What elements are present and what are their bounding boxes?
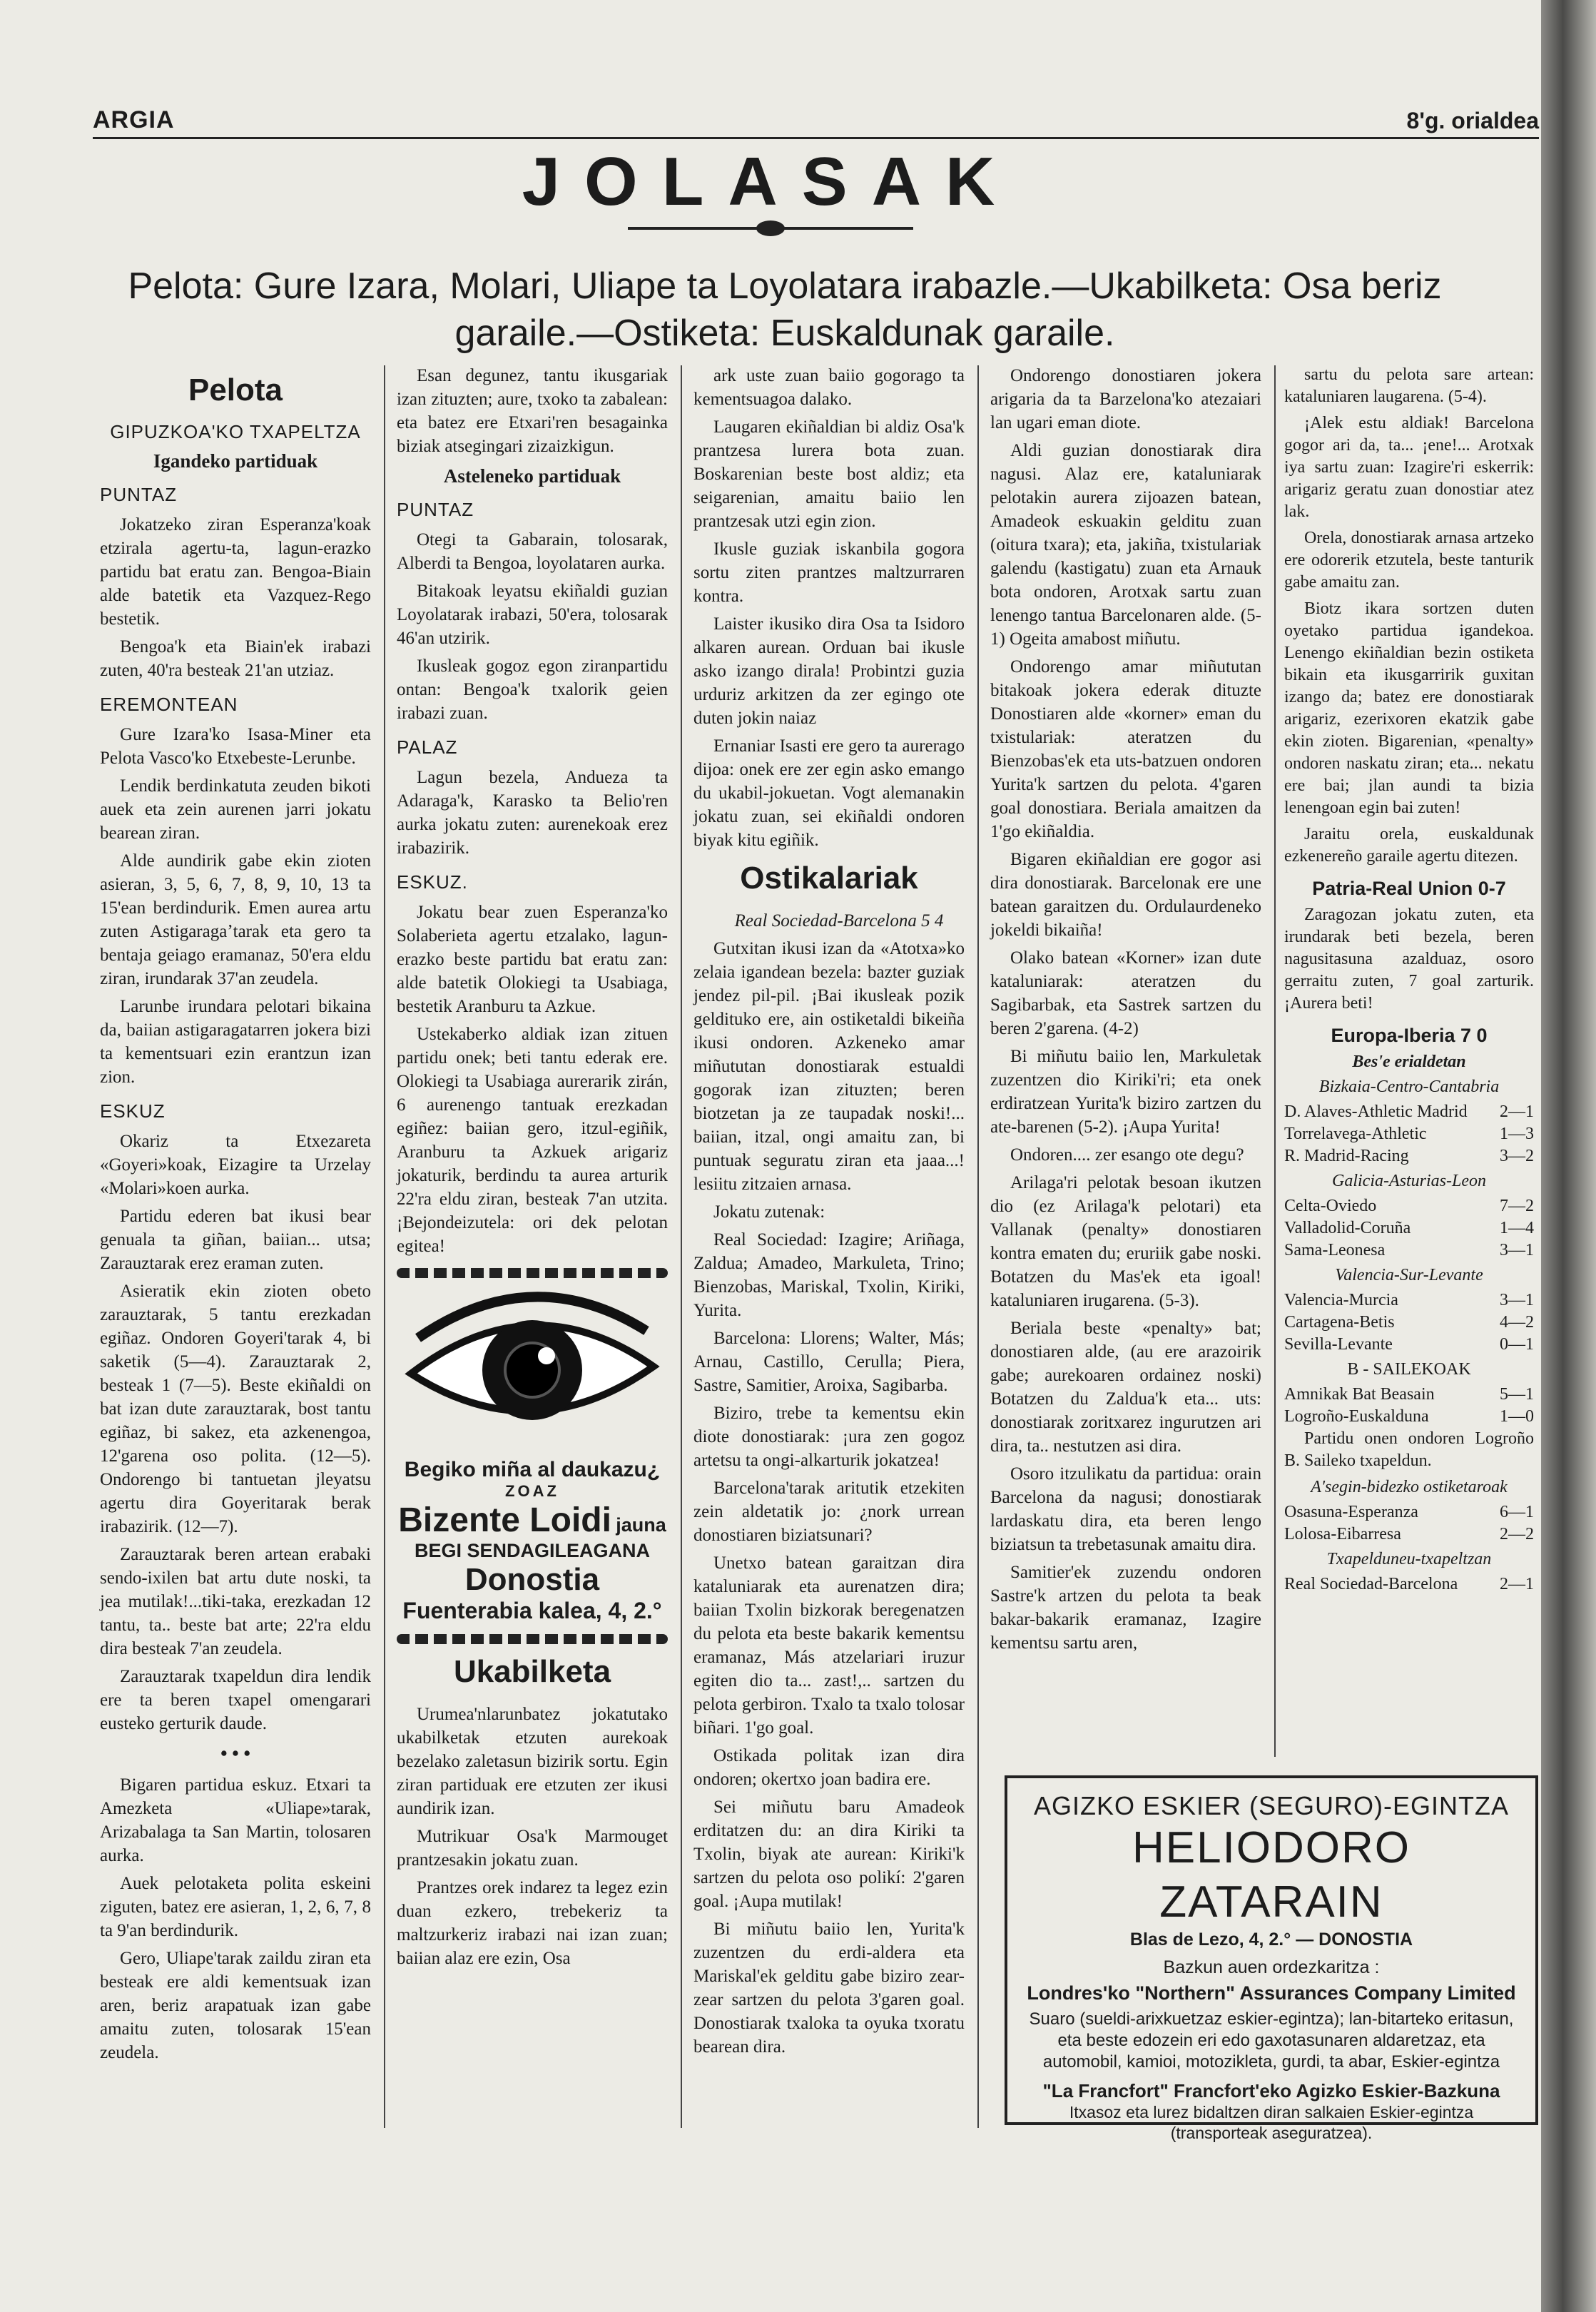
paragraph: Okariz ta Etxezareta «Goyeri»koak, Eizagire ta Urzelay «Molari»koen aurka. bbox=[100, 1132, 371, 1198]
paragraph: Bi miñutu baiio len, Markuletak zuzentzen dio Kiriki'ri; eta onek erdiratzean Yurita'k biziro zartzen du ate-barenen (5-2). ¡Aupa Yurita! bbox=[990, 1047, 1261, 1137]
ukabilketa-heading: Ukabilketa bbox=[453, 1654, 611, 1689]
paragraph: Zarauztarak txapeldun dira lendik ere ta beren txapel omengarari eusteko gerturik daude. bbox=[100, 1667, 371, 1733]
paragraph: Gure Izara'ko Isasa-Miner eta Pelota Vasco'ko Etxebeste-Lerunbe. bbox=[100, 725, 371, 768]
result-row: Osasuna-Esperanza 6—1 bbox=[1284, 1503, 1534, 1521]
paragraph: Ustekaberko aldiak izan zituen partidu onek; beti tantu ederak ere. Olokiegi ta Usabiaga aurerarik zirán, 6 aurenengo tantuak erezkadan egiñez: baiian gero, itzul-egiñik, Aranburu ta Azkuek arigariz jokaturik, berdindu ta aurea arturik 22'ra eldu ziran, besteak 7'an utzita. ¡Bejondeizutela: ori dek pelotan egitea! bbox=[397, 1025, 668, 1256]
paragraph: Lendik berdinkatuta zeuden bikoti auek eta zein aurenen jarri jokatu bearean ziran. bbox=[100, 776, 371, 843]
paragraph: Olako batean «Korner» izan dute kataluniarak: ateratzen du Sagibarbak, eta Sastrek sartzen du beren 2'garena. (4-2) bbox=[990, 948, 1261, 1038]
paragraph: Beriala beste «penalty» bat; donostiaren alde, (au ere arazoirik gabe; aurekoaren ordainez noski) Botatzen du Zaldua'k eta... uts: donostiarak zoritxarez ingurutzen ari dira, ta.. nestutzen asi dira. bbox=[990, 1319, 1261, 1456]
paragraph: Zaragozan jokatu zuten, eta irundarak beti bezela, beren nagusitasuna azalduaz, osoro gerraitu zuten, 7 goal zarturik. ¡Aurera beti! bbox=[1284, 906, 1534, 1013]
paragraph: Otegi ta Gabarain, tolosarak, Alberdi ta Bengoa, loyolataren aurka. bbox=[397, 530, 668, 573]
section-title: JOLASAK bbox=[522, 143, 1020, 220]
paragraph: Barcelona'tarak aritutik etzekiten zein aldetatik jo: ¿nork urrean donostiaren biziatsunari? bbox=[693, 1479, 965, 1545]
paragraph: Aldi guzian donostiarak dira nagusi. Alaz ere, kataluniarak pelotakin aurera zijoazen batean, Amadeok eskuakin gelditu zuan (oitura txara); eta, jakiña, txistulariak galendu (kastigatu) zuan eta Arnauk bota ondoren, Arotxak sartu zuan lenengo tantua Barcelonaren alde. (5-1) Ogeita amabost miñutu. bbox=[990, 441, 1261, 649]
page-headline: Pelota: Gure Izara, Molari, Uliape ta Loyolatara irabazle.—Ukabilketa: Osa beriz garaile.—Ostiketa: Euskaldunak garaile. bbox=[128, 265, 1442, 354]
paragraph: Esan degunez, tantu ikusgariak izan zituzten; aure, txoko ta zabalean: eta batez ere Etxari'ren besagainka biziak atsegingari zizaizkigun. bbox=[397, 366, 668, 456]
column-rule bbox=[384, 365, 385, 2128]
ad-doctor-name: Bizente Loidi bbox=[398, 1501, 611, 1539]
result-row: Celta-Oviedo 7—2 bbox=[1284, 1197, 1534, 1215]
monday-matches-heading: Asteleneko partiduak bbox=[443, 465, 621, 487]
ornamental-rule bbox=[397, 1634, 668, 1644]
paragraph: Gutxitan ikusi izan da «Atotxa»ko zelaia igandean bezela: bazter guziak jendez pil-pil. ¡Bai ikusleak pozik geldituko ere, ain ostiketaldi bikeiña ikusi ondoren. Azkeneko amar miñututan donostiarak estualdi gogorak izan zituzten; beren biotzetan ja ze taupadak noski!... baiian, itzal, ongi amaitu zan, bi puntuak seguratu ziran eta jaaa...! lesiitu zitzaien arnasa. bbox=[693, 939, 965, 1194]
result-row: Torrelavega-Athletic 1—3 bbox=[1284, 1125, 1534, 1143]
paragraph: Laugaren ekiñaldian bi aldiz Osa'k prantzesa lurera bota zuan. Boskarenian beste bost aldiz; eta seigarenian, amaitu baiio len prantzesak utzi egin zion. bbox=[693, 417, 965, 531]
group-heading: A'segin-bidezko ostiketaroak bbox=[1311, 1478, 1508, 1496]
running-header bbox=[93, 101, 1539, 139]
paragraph: Jokatu zutenak: bbox=[713, 1202, 825, 1222]
result-row: Logroño-Euskalduna 1—0 bbox=[1284, 1407, 1534, 1426]
paragraph: Laister ikusiko dira Osa ta Isidoro alkaren aurean. Orduan bai ikusle asko izango dirala! Probintzi guzia urduriz arkitzen da zer egingo ote duten jokin naiaz bbox=[693, 614, 965, 728]
paragraph: Urumea'nlarunbatez jokatutako ukabilketak etzuten aurekoak bezelako zaletasun bizirik sortu. Egin ziran partiduak ere etzuten zer ikusi aundirik izan. bbox=[397, 1705, 668, 1818]
ad2-line: Londres'ko "Northern" Assurances Company Limited bbox=[1027, 1982, 1516, 2004]
paragraph: Asieratik ekin zioten obeto zarauztarak, 5 tantu erezkadan egiñaz. Ondoren Goyeri'tarak 4, bi saketik (5—4). Zarauztarak 2, besteak 1 (7—5). Beste ekiñaldi on bat izan dute zarauztarak, bost tantu egiñaz, bi sakez, eta azkenengoa, 12'garena oso polita. (12—5). Ondorengo bi tantuetan jleyatsu agertu dira Goyeritarak berak irabazirik. (12—7). bbox=[100, 1282, 371, 1536]
paragraph: Ikusleak gogoz egon ziranpartidu ontan: Bengoa'k txalorik geien irabazi zuan. bbox=[397, 656, 668, 723]
group-heading: Bizkaia-Centro-Cantabria bbox=[1318, 1078, 1500, 1096]
group-heading: Valencia-Sur-Levante bbox=[1335, 1266, 1483, 1284]
paragraph: Orela, donostiarak arnasa artzeko ere odorerik etzutela, beste tanturik gabe amaitu zan. bbox=[1284, 529, 1534, 592]
match-heading: Europa-Iberia 7 0 bbox=[1331, 1025, 1488, 1046]
paragraph: Ondorengo amar miñututan bitakoak jokera ederak dituzte Donostiaren alde «korner» eman du txistulariak: ateratzen du Bienzobas'ek eta uts-batzuen ondoren Yurita'k sartzen du pelota. 4'garen goal donostiara. Beriala amaitzen da 1'go ekiñaldia. bbox=[990, 657, 1261, 841]
result-row: R. Madrid-Racing 3—2 bbox=[1284, 1147, 1534, 1165]
paragraph: Ikusle guziak iskanbila gogora sortu ziten prantzes maltzurraren kontra. bbox=[693, 539, 965, 606]
palaz-heading: PALAZ bbox=[397, 736, 458, 758]
paragraph: Auek pelotaketa polita eskeini ziguten, batez ere asieran, 1, 2, 6, 7, 8 ta 9'an berdindurik. bbox=[100, 1874, 371, 1940]
ostikalariak-heading: Ostikalariak bbox=[740, 861, 918, 896]
puntaz-heading: PUNTAZ bbox=[100, 484, 178, 505]
paragraph: ¡Alek estu aldiak! Barcelona gogor ari da, ta... ¡ene!... Arotxak iya sartu zuan: Izagire'ri eskerrik: arigariz geratu zuan donostiar atez lak. bbox=[1284, 414, 1534, 521]
result-row: Lolosa-Eibarresa 2—2 bbox=[1284, 1525, 1534, 1543]
column-rule bbox=[977, 365, 979, 2128]
column-rule bbox=[1274, 365, 1276, 1757]
paragraph: Prantzes orek indarez ta legez ezin duan ezkero, trebekeriz ta maltzurkeriz irabazi nai izan zuan; baiian alaz ere ezin, Osa bbox=[397, 1878, 668, 1968]
insurance-advertisement bbox=[1005, 1775, 1538, 2142]
paragraph: sartu du pelota sare artean: kataluniaren laugarena. (5-4). bbox=[1284, 365, 1534, 406]
ad-zoaz: ZOAZ bbox=[505, 1482, 559, 1500]
result-row: Valencia-Murcia 3—1 bbox=[1284, 1291, 1534, 1309]
page-binding-edge bbox=[1541, 0, 1596, 2312]
paragraph: Partidu onen ondoren Logroño B. Saileko txapeldun. bbox=[1284, 1429, 1534, 1470]
paragraph: Jaraitu orela, euskaldunak ezkenereño garaile agertu ditezen. bbox=[1284, 825, 1534, 866]
paragraph: Jokatzeko ziran Esperanza'koak etzirala agertu-ta, lagun-erazko partidu bat eratu zan. Bengoa-Biain alde batetik eta Vazquez-Rego bestetik. bbox=[100, 515, 371, 629]
eskuz-heading: ESKUZ. bbox=[397, 871, 468, 893]
other-regions-heading: Bes'e erialdetan bbox=[1352, 1053, 1466, 1071]
paragraph: Bigaren partidua eskuz. Etxari ta Amezketa «Uliape»tarak, Arizabalaga ta San Martin, tolosaren aurka. bbox=[100, 1775, 371, 1865]
column-3 bbox=[693, 364, 965, 2063]
publication-name: ARGIA bbox=[93, 106, 175, 133]
paragraph: Gero, Uliape'tarak zaildu ziran eta besteak ere aldi kementsuak izan aren, beriz arapatuak izan gabe amaitu zuten, tolosarak 15'ean zeudela. bbox=[100, 1949, 371, 2062]
paragraph: Ondoren.... zer esango ote degu? bbox=[1010, 1145, 1244, 1165]
ad2-line: Suaro (sueldi-arixkuetzaz eskier-egintza); lan-bitarteko eritasun, eta beste edozein eri edo gaxotasunaren aldaretzaz, eta automobil, kamioi, motozikleta, gurdi, ta abar, Eskier-egintza bbox=[1029, 2009, 1514, 2072]
paragraph: Bi miñutu baiio len, Yurita'k zuzentzen du erdi-aldera eta Mariskal'ek gelditu gabe biziro zear-zear sartzen du pelota 3'garen goal. Donostiarak txaloka ta oyuka txoratu bearean dira. bbox=[693, 1920, 965, 2057]
group-heading: Txapelduneu-txapeltzan bbox=[1326, 1550, 1492, 1568]
match-heading: Patria-Real Union 0-7 bbox=[1312, 878, 1506, 899]
sunday-matches-heading: Igandeko partiduak bbox=[153, 450, 318, 472]
eremontean-heading: EREMONTEAN bbox=[100, 694, 238, 715]
paragraph: Real Sociedad: Izagire; Ariñaga, Zaldua; Amadeo, Markuleta, Trino; Bienzobas, Mariskal, Txolin, Kiriki, Yurita. bbox=[693, 1230, 965, 1320]
optician-advertisement bbox=[397, 1288, 668, 1624]
paragraph: Mutrikuar Osa'k Marmouget prantzesakin jokatu zuan. bbox=[397, 1827, 668, 1870]
ornamental-rule bbox=[397, 1268, 668, 1278]
ad-address: Fuenterabia kalea, 4, 2.° bbox=[402, 1598, 662, 1623]
paragraph: Bengoa'k eta Biain'ek irabazi zuten, 40'ra besteak 21'an utziaz. bbox=[100, 637, 371, 680]
paragraph: Biotz ikara sortzen duten oyetako partidua igandekoa. Lenengo ekiñaldian bezin ostiketa bikain eta ikusgarririk guxitan izango da; batez ere donostiarak arigariz, ezerixoren ekatzik gabe ekin zioten. Bigarenian, «penalty» ondoren naskatu ziran; eta... nekatu ere bai; jlan aundi ta bizia lenengoan egin bai zuten! bbox=[1284, 599, 1534, 817]
ad2-line: "La Francfort" Francfort'eko Agizko Eskier-Bazkuna bbox=[1042, 2080, 1500, 2101]
section-break: • • • bbox=[220, 1743, 250, 1764]
paragraph: Lagun bezela, Andueza ta Adaraga'k, Karasko ta Belio'ren aurka jokatu zuten: aurenekoak erez irabazirik. bbox=[397, 768, 668, 858]
ad2-line: AGIZKO ESKIER (SEGURO)-EGINTZA bbox=[1033, 1791, 1510, 1820]
result-row: Valladolid-Coruña 1—4 bbox=[1284, 1219, 1534, 1237]
paragraph: Bigaren ekiñaldian ere gogor asi dira donostiarak. Barcelonak ere une batean garaitzen du. Ordulaurdeneko jokeldi bikaiña! bbox=[990, 850, 1261, 940]
ad-question: Begiko miña al daukazu¿ bbox=[404, 1458, 661, 1481]
paragraph: Osoro itzulikatu da partidua: orain Barcelona da nagusi; donostiarak lardaskatu dira, eta beren lengo biziatsun ta trebetasunak amaitu dira. bbox=[990, 1464, 1261, 1554]
paragraph: Jokatu bear zuen Esperanza'ko Solaberieta agertu etzalako, lagun-erazko beste partidu bat eratu zan: alde batetik Olokiegi ta Usabiaga, bestetik Aranburu ta Azkue. bbox=[397, 903, 668, 1016]
eye-illustration bbox=[404, 1288, 661, 1445]
paragraph: Biziro, trebe ta kementsu ekin diote donostiarak: ¡ura zen gogoz artetsu ta ongi-alkarturik jokatzea! bbox=[693, 1404, 965, 1470]
paragraph: ark uste zuan baiio gogorago ta kementsuagoa dalako. bbox=[693, 366, 965, 409]
ad-city: Donostia bbox=[464, 1562, 600, 1597]
paragraph: Ostikada politak izan dira ondoren; okertxo joan badira ere. bbox=[693, 1746, 965, 1789]
ad2-address: Blas de Lezo, 4, 2.° — DONOSTIA bbox=[1129, 1930, 1413, 1950]
column-2 bbox=[397, 364, 668, 1974]
ad2-line: Bazkun auen ordezkaritza : bbox=[1163, 1957, 1380, 1977]
paragraph: Ernaniar Isasti ere gero ta aurerago dijoa: onek ere zer egin asko emango du ukabil-jokuetan. Vogt alemanakin jokatu zuan, sei ekiñaldi ondoren biyak kitu egiñik. bbox=[693, 736, 965, 850]
page-number: 8'g. orialdea bbox=[1406, 108, 1539, 133]
paragraph: Arilaga'ri pelotak besoan ikutzen dio (ez Arilaga'k pelotari) eta Vallanak (penalty» donostiaren kontra ematen du; eruriik gabe noski. Botatzen du Mas'ek eta igoal! kataluniaren irugarena. (5-3). bbox=[990, 1173, 1261, 1310]
paragraph: Sei miñutu baru Amadeok erditatzen du: an dira Kiriki ta Txolin, biyak ate aurean: Kiriki'k sartzen du pelota oso polikí: 2'garen goal. ¡Aupa mutilak! bbox=[693, 1798, 965, 1911]
match-result: Real Sociedad-Barcelona 5 4 bbox=[734, 911, 944, 931]
paragraph: Barcelona: Llorens; Walter, Más; Arnau, Castillo, Cerulla; Piera, Sastre, Samitier, Aroixa, Sagibarba. bbox=[693, 1329, 965, 1395]
paragraph: Bitakoak leyatsu ekiñaldi guzian Loyolatarak irabazi, 50'era, tolosarak 46'an utzirik. bbox=[397, 582, 668, 648]
ad2-line: Itxasoz eta lurez bidaltzen diran salkaien Eskier-egintza (transporteak aseguratzea). bbox=[1069, 2103, 1474, 2142]
result-row: Sama-Leonesa 3—1 bbox=[1284, 1241, 1534, 1259]
paragraph: Larunbe irundara pelotari bikaina da, baiian astigaragatarren jokera bizi ta kementsuari ezin erantzun izan zion. bbox=[100, 997, 371, 1087]
result-row: Cartagena-Betis 4—2 bbox=[1284, 1313, 1534, 1332]
group-heading: Galicia-Asturias-Leon bbox=[1332, 1172, 1486, 1190]
column-4 bbox=[990, 364, 1261, 1659]
result-row: Amnikak Bat Beasain 5—1 bbox=[1284, 1385, 1534, 1404]
eskuz-heading: ESKUZ bbox=[100, 1100, 166, 1122]
paragraph: Partidu ederen bat ikusi bear genuala ta giñan, baiian... utsa; Zarauztarak erez eraman zuten. bbox=[100, 1207, 371, 1273]
ad-jauna: jauna bbox=[616, 1514, 666, 1536]
group-heading: B - SAILEKOAK bbox=[1347, 1360, 1471, 1379]
championship-subheading: GIPUZKOA'KO TXAPELTZA bbox=[110, 421, 361, 442]
ad2-company-name: HELIODORO ZATARAIN bbox=[1132, 1823, 1411, 1927]
column-5 bbox=[1284, 364, 1534, 1596]
paragraph: Samitier'ek zuzendu ondoren Sastre'k artzen du pelota ta beak bakar-bakarik eramanaz, Izagire kementsu sartu aren, bbox=[990, 1563, 1261, 1653]
paragraph: Alde aundirik gabe ekin zioten asieran, 3, 5, 6, 7, 8, 9, 10, 13 ta 15'ean berdindurik. Emen aurea artu zuten Astigaragaʼtarak eta gero ta bentaja geiago eramanaz, 50'era eldu ziran, irundarak 37'an zeudela. bbox=[100, 851, 371, 988]
column-rule bbox=[681, 365, 682, 2128]
pelota-heading: Pelota bbox=[188, 372, 283, 407]
result-row: Real Sociedad-Barcelona 2—1 bbox=[1284, 1575, 1534, 1593]
column-1 bbox=[100, 364, 371, 2069]
paragraph: Zarauztarak beren artean erabaki sendo-ixilen bat artu dute noski, ta jea mutilak!...tiki-taka, erezkadan 12 tantu, ta.. beste bat arte; 22'ra eldu dira besteak 7'an zeudela. bbox=[100, 1545, 371, 1658]
result-row: Sevilla-Levante 0—1 bbox=[1284, 1335, 1534, 1354]
paragraph: Unetxo batean garaitzan dira kataluniarak eta aurenatzen dira; baiian Txolin bizkorak beregenatzen du pelota eta beste bakarik kementsu eramanaz, Más atzelariari iruzur egiten dio ta... zast!,.. sartzen du pelota gerbiron. Txalo ta txalo tolosar biñari. 1'go goal. bbox=[693, 1553, 965, 1738]
puntaz-heading: PUNTAZ bbox=[397, 499, 474, 520]
result-row: D. Alaves-Athletic Madrid 2—1 bbox=[1284, 1102, 1534, 1121]
title-ornament bbox=[628, 227, 913, 230]
paragraph: Ondorengo donostiaren jokera arigaria da ta Barzelona'ko atezaiari lan ugari eman diote. bbox=[990, 366, 1261, 432]
ad-specialty: BEGI SENDAGILEAGANA bbox=[414, 1540, 651, 1561]
